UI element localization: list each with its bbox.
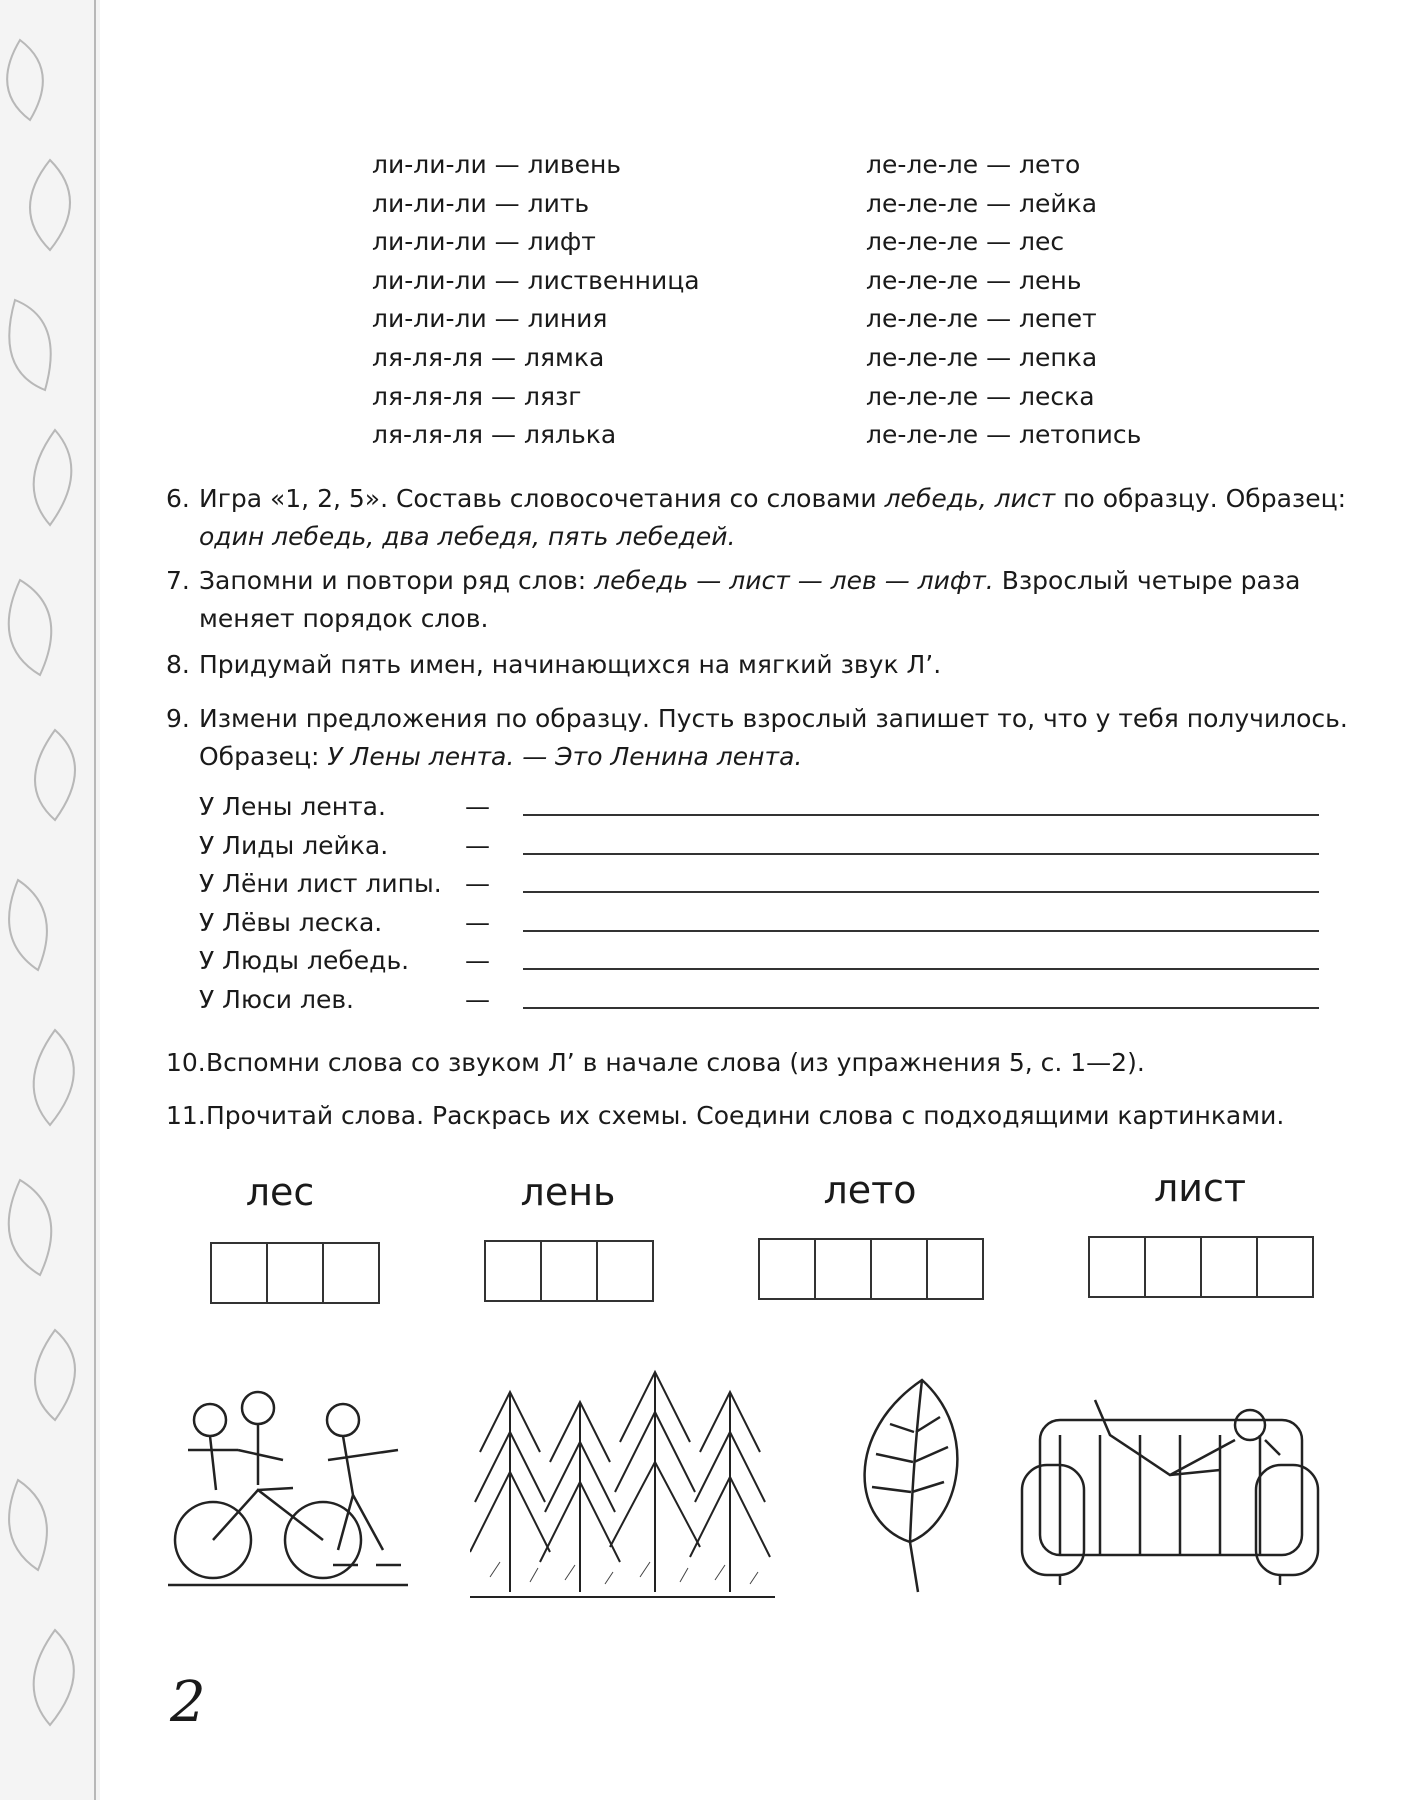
sentence-row: У Люды лебедь. — [199,942,1324,981]
pair-item: ли-ли-ли — лить [372,188,590,218]
leaf-border-decoration [0,0,100,1800]
answer-line[interactable] [523,891,1319,893]
children-playing-picture[interactable] [158,1380,420,1600]
pair-item: ле-ле-ле — лепка [866,342,1098,372]
sentence-row: У Лёвы леска. — [199,904,1324,943]
pair-item: ля-ля-ля — лязг [372,381,582,411]
answer-line[interactable] [523,1007,1319,1009]
task-10: 10.Вспомни слова со звуком Л’ в начале слова (из упражнения 5, с. 1—2). [166,1044,1145,1082]
task-number: 11. [166,1101,206,1130]
leaf-picture[interactable] [840,1372,970,1597]
pair-item: ле-ле-ле — лейка [866,188,1098,218]
task-7: 7. Запомни и повтори ряд слов: лебедь — лист — лев — лифт. Взрослый четыре раза меняет порядок слов. [166,562,1300,638]
example-text: один лебедь, два лебедя, пять лебедей. [199,522,736,551]
sentence-row: У Лены лента. — [199,788,1324,827]
pair-item: ле-ле-ле — летопись [866,420,1142,450]
answer-line[interactable] [523,930,1319,932]
syllable-list-right [866,146,1141,455]
task-9: 9. Измени предложения по образцу. Пусть взрослый запишет то, что у тебя получилось. Образец: У Лены лента. — Это Ленина лента. [166,700,1348,776]
letter-boxes-list[interactable] [1088,1236,1314,1298]
word-leto: лето [823,1168,917,1212]
pair-item: ля-ля-ля — лялька [372,420,617,450]
task-6: 6. Игра «1, 2, 5». Составь словосочетания со словами лебедь, лист по образцу. Образец: один лебедь, два лебедя, пять лебедей. [166,480,1346,556]
sentence-row: У Люси лев. — [199,981,1324,1020]
pair-item: ле-ле-ле — лес [866,227,1065,257]
word-list: лист [1153,1166,1246,1210]
word-len: лень [520,1170,616,1214]
pair-item: ле-ле-ле — лето [866,150,1081,179]
man-on-sofa-picture[interactable] [1020,1375,1320,1595]
pair-item: ля-ля-ля — лямка [372,342,605,372]
page-number: 2 [170,1670,206,1735]
task-11: 11.Прочитай слова. Раскрась их схемы. Соедини слова с подходящими картинками. [166,1097,1284,1135]
sentence-exercise [199,788,1324,1020]
task-number: 10. [166,1048,206,1077]
syllable-list-left [372,146,700,455]
letter-boxes-les[interactable] [210,1242,380,1304]
answer-line[interactable] [523,968,1319,970]
answer-line[interactable] [523,853,1319,855]
task-number: 6. [166,484,190,513]
sentence-row: У Лёни лист липы. — [199,865,1324,904]
pair-item: ле-ле-ле — леска [866,381,1095,411]
pair-item: ле-ле-ле — лепет [866,304,1097,334]
letter-boxes-leto[interactable] [758,1238,984,1300]
sentence-row: У Лиды лейка. — [199,827,1324,866]
pair-item: ли-ли-ли — лифт [372,227,596,257]
task-number: 9. [166,704,190,733]
pair-item: ли-ли-ли — линия [372,304,608,334]
pair-item: ле-ле-ле — лень [866,265,1082,295]
word-les: лес [245,1170,315,1214]
letter-boxes-len[interactable] [484,1240,654,1302]
pair-item: ли-ли-ли — лиственница [372,265,700,295]
example-text: У Лены лента. — Это Ленина лента. [327,742,803,771]
task-number: 7. [166,566,190,595]
pair-item: ли-ли-ли — ливень [372,150,622,179]
answer-line[interactable] [523,814,1319,816]
task-8: 8. Придумай пять имен, начинающихся на мягкий звук Л’. [166,646,941,684]
task-number: 8. [166,650,190,679]
forest-picture[interactable] [470,1362,775,1607]
